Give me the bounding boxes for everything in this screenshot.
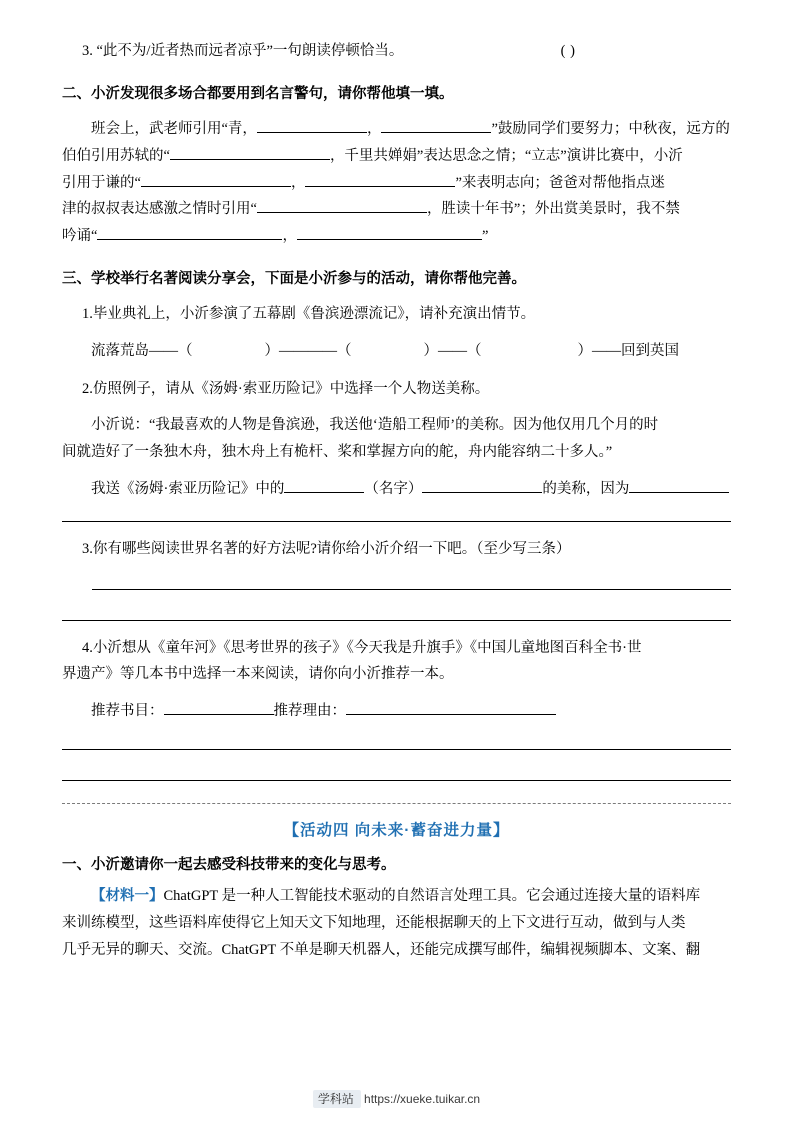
- fill-line2-part-b: ，千里共婵娟”表达思念之情；“立志”演讲比赛中，小沂: [329, 147, 683, 164]
- activity-4-title: 【活动四 向未来·蓄奋进力量】: [283, 822, 510, 840]
- activity-4-heading: 一、小沂邀请你一起去感受科技带来的变化与思考。: [62, 857, 396, 874]
- question-number: 3.: [82, 540, 93, 557]
- answer-part-c: 的美称，因为: [542, 481, 630, 498]
- footer-watermark: [0, 1090, 793, 1107]
- blank-input[interactable]: [305, 170, 455, 186]
- blank-input[interactable]: [141, 170, 291, 186]
- blank-input[interactable]: [284, 477, 364, 493]
- fill-line3-part-c: ”来表明志向；爸爸对帮他指点迷: [455, 174, 665, 191]
- blank-input[interactable]: [629, 477, 729, 493]
- flow-mid-2: ）——（: [423, 343, 482, 360]
- answer-part-a: 我送《汤姆·索亚历险记》中的: [91, 481, 285, 498]
- section-divider: [62, 803, 731, 804]
- section-2-heading: 二、小沂发现很多场合都要用到名言警句，请你帮他填一填。: [62, 85, 454, 102]
- blank-input[interactable]: [97, 224, 282, 240]
- material-tag: 【材料一】: [91, 888, 164, 905]
- story-flow-line: [62, 338, 731, 366]
- fill-line5-part-c: ”: [481, 228, 489, 245]
- rec-book-label: 推荐书目：: [91, 703, 164, 720]
- question-text-line-1: 小沂想从《童年河》《思考世界的孩子》《今天我是升旗手》《中国儿童地图百科全书·世: [92, 639, 642, 656]
- question-3-previous: [62, 38, 731, 65]
- fill-line3-part-b: ，: [290, 174, 306, 191]
- fill-line5-part-b: ，: [282, 228, 297, 245]
- quote-text-line-1: “我最喜欢的人物是鲁滨逊，我送他‘造船工程师’的美称。因为他仅用几个月的时: [149, 417, 659, 434]
- fill-line1-part-a: 班会上，武老师引用“青，: [91, 121, 257, 137]
- question-text: 仿照例子，请从《汤姆·索亚历险记》中选择一个人物送美称。: [92, 380, 490, 397]
- section3-question-2: [62, 376, 731, 403]
- site-brand: 学科站: [313, 1090, 361, 1108]
- answer-parenthesis: ( ): [560, 43, 576, 59]
- quote-speaker: 小沂说：: [91, 417, 149, 434]
- rec-reason-input[interactable]: [346, 699, 556, 715]
- site-url: https://xueke.tuikar.cn: [364, 1092, 481, 1106]
- fill-line4-part-a: 津的叔叔表达感激之情时引用“: [62, 201, 257, 218]
- flow-start: 流落荒岛——（: [91, 343, 193, 360]
- answer-part-b: （名字）: [364, 481, 423, 498]
- rec-book-input[interactable]: [164, 699, 274, 715]
- question-number: 4.: [82, 639, 93, 656]
- answer-rule[interactable]: [62, 780, 731, 781]
- blank-input[interactable]: [257, 197, 427, 213]
- fill-line4-part-b: ，胜读十年书”；外出赏美景时，我不禁: [426, 201, 680, 218]
- recommendation-line: [62, 698, 731, 725]
- question-text: 毕业典礼上，小沂参演了五幕剧《鲁滨逊漂流记》，请补充演出情节。: [92, 306, 536, 323]
- answer-rule[interactable]: [62, 749, 731, 750]
- question-number: 2.: [82, 380, 93, 397]
- blank-input[interactable]: [257, 117, 367, 133]
- blank-input[interactable]: [381, 117, 491, 133]
- question-text: “此不为/近者热而远者凉乎”一句朗读停顿恰当。: [96, 43, 404, 59]
- answer-rule[interactable]: [92, 589, 731, 590]
- fill-line1-part-b: ，: [366, 121, 382, 137]
- blank-input[interactable]: [422, 477, 542, 493]
- question-text-line-2: 界遗产》等几本书中选择一本来阅读，请你向小沂推荐一本。: [62, 666, 454, 683]
- section3-q2-answer-line: [62, 476, 731, 503]
- fill-line1-part-c: ”鼓励同学们要努力；中秋夜，远方的: [491, 121, 730, 137]
- section3-question-3: [62, 536, 731, 563]
- question-number: 3.: [82, 43, 93, 59]
- fill-line5-part-a: 吟诵“: [62, 228, 98, 245]
- material-1-block: [62, 883, 731, 963]
- section3-question-1: [62, 301, 731, 328]
- section-2-paragraph: [62, 116, 731, 250]
- answer-rule[interactable]: [62, 620, 731, 621]
- example-quote-block: [62, 412, 731, 466]
- section-3-heading: 三、学校举行名著阅读分享会，下面是小沂参与的活动，请你帮他完善。: [62, 271, 526, 288]
- rec-reason-label: 推荐理由：: [273, 703, 346, 720]
- blank-input[interactable]: [297, 224, 482, 240]
- material-line-1: ChatGPT 是一种人工智能技术驱动的自然语言处理工具。它会通过连接大量的语料库: [163, 888, 701, 905]
- material-line-2: 来训练模型，这些语料库使得它上知天文下知地理，还能根据聊天的上下文进行互动，做到与人类: [62, 915, 686, 932]
- section3-question-4: [62, 635, 731, 689]
- quote-text-line-2: 间就造好了一条独木舟，独木舟上有桅杆、桨和掌握方向的舵，舟内能容纳二十多人。”: [62, 444, 613, 461]
- question-text: 你有哪些阅读世界名著的好方法呢?请你给小沂介绍一下吧。（至少写三条）: [92, 540, 571, 557]
- question-number: 1.: [82, 306, 93, 323]
- fill-line3-part-a: 引用于谦的“: [62, 174, 141, 191]
- material-line-3: 几乎无异的聊天、交流。ChatGPT 不单是聊天机器人，还能完成撰写邮件，编辑视频脚本、文案、翻: [62, 941, 701, 958]
- answer-rule[interactable]: [62, 521, 731, 522]
- flow-end: ）——回到英国: [577, 343, 679, 360]
- flow-mid-1: ）————（: [264, 343, 352, 360]
- fill-line2-part-a: 伯伯引用苏轼的“: [62, 147, 170, 164]
- blank-input[interactable]: [170, 144, 330, 160]
